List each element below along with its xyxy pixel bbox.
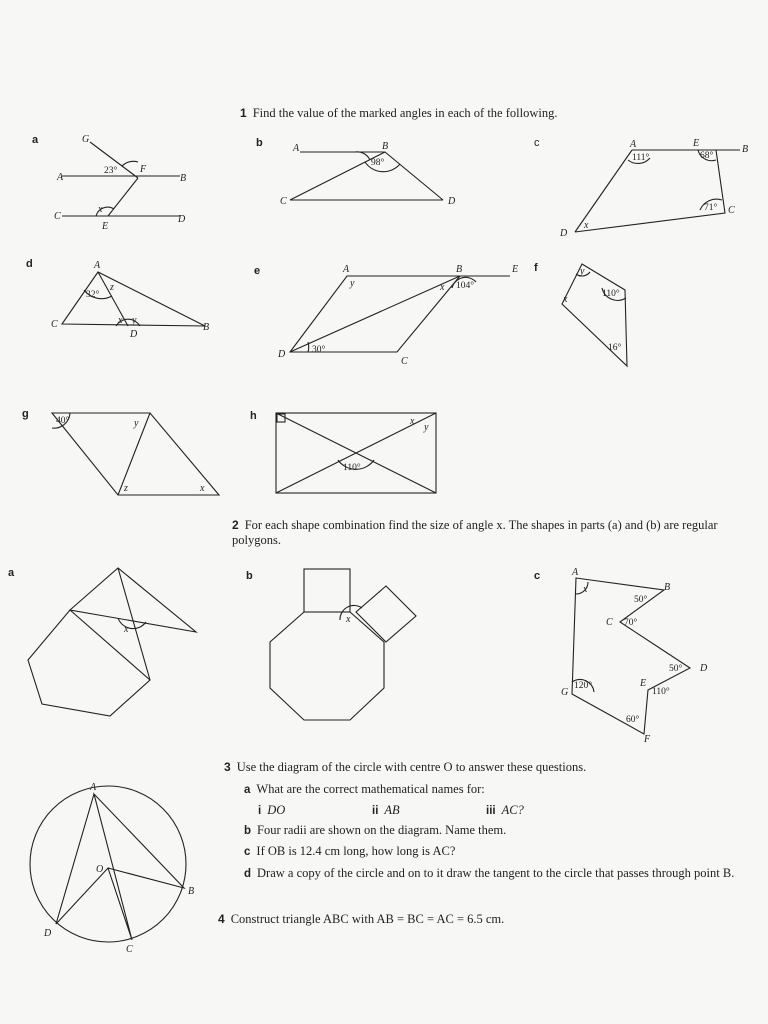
svg-text:F: F [140,164,147,175]
svg-text:G: G [82,134,90,145]
svg-text:y: y [350,278,355,289]
q3-part-a-i: i DO [258,803,286,817]
svg-text:C: C [606,617,613,628]
svg-text:C: C [280,196,287,207]
part-label: a [8,567,15,579]
angle-label: 68° [700,151,714,161]
angle-label: 32° [86,290,100,300]
angle-label: 111° [632,153,650,163]
question-number: 3 [224,760,231,774]
angle-label: 98° [371,158,385,168]
diagram-1g [52,413,219,495]
svg-text:y: y [424,422,429,433]
svg-text:x: x [346,614,351,625]
diagram-1d [51,260,209,340]
q3-part-a-ii: ii AB [372,803,400,817]
part-label: d [26,258,33,270]
diagram-1f [562,264,627,366]
svg-text:D: D [700,663,708,674]
svg-text:D: D [560,228,568,239]
q3-part-d: d Draw a copy of the circle and on to it draw the tangent to the circle that passes through point B. [244,866,735,880]
diagram-2c [561,567,708,745]
svg-text:z: z [110,282,114,293]
angle-label: 104° [456,281,475,291]
angle-label: 40° [56,416,70,426]
svg-text:z: z [124,483,128,494]
diagram-1e [277,264,518,367]
part-label: c [534,137,540,149]
svg-text:D: D [448,196,456,207]
svg-text:C: C [51,319,58,330]
svg-text:x: x [563,294,568,305]
question-text: Use the diagram of the circle with centre O to answer these questions. [236,760,587,774]
svg-text:E: E [693,138,700,149]
part-label: g [22,408,29,420]
question-text: Construct triangle ABC with AB = BC = AC = 6.5 cm. [230,912,505,926]
question-number: 4 [218,912,225,926]
svg-text:C: C [728,205,735,216]
svg-text:x: x [118,315,123,326]
svg-text:D: D [44,928,52,939]
angle-label: 60° [626,715,640,725]
svg-text:B: B [180,173,187,184]
svg-text:y: y [134,418,139,429]
q3-part-c: c If OB is 12.4 cm long, how long is AC? [244,844,456,858]
question-number: 2 [232,518,239,532]
part-label: c [534,570,541,582]
part-label: b [256,137,263,149]
angle-label: 71° [704,203,718,213]
diagram-1c [559,138,748,239]
question-number: 1 [240,106,247,120]
svg-text:x: x [410,416,415,427]
svg-text:A: A [57,172,64,183]
angle-label: 110° [343,463,361,473]
svg-text:x: x [440,282,445,293]
svg-text:y: y [580,266,585,277]
svg-text:x: x [584,220,589,231]
svg-text:A: A [90,782,97,793]
q3-part-a: a What are the correct mathematical names for: [244,782,485,796]
diagram-1b [280,141,456,207]
svg-text:A: A [94,260,101,271]
svg-text:B: B [456,264,463,275]
diagram-1h [276,413,436,493]
angle-label: 23° [104,166,118,176]
svg-text:x: x [98,204,103,215]
svg-text:x: x [200,483,205,494]
part-label: b [246,570,253,582]
diagram-circle [30,782,194,955]
svg-text:A: A [630,139,637,150]
svg-text:O: O [96,864,104,875]
svg-text:B: B [203,322,210,333]
svg-text:C: C [401,356,408,367]
angle-label: 50° [669,664,683,674]
svg-text:E: E [102,221,109,232]
svg-text:A: A [572,567,579,578]
svg-text:B: B [382,141,389,152]
svg-text:A: A [343,264,350,275]
svg-text:B: B [188,886,195,897]
angle-label: 70° [624,618,638,628]
part-label: a [32,134,39,146]
svg-text:D: D [130,329,138,340]
svg-text:B: B [742,144,749,155]
angle-label: 30° [312,345,326,355]
angle-label: 50° [634,595,648,605]
svg-text:D: D [178,214,186,225]
svg-text:x: x [124,624,129,635]
q3-part-a-iii: iii AC? [486,803,524,817]
angle-label: 110° [602,289,620,299]
part-label: h [250,410,257,422]
svg-text:F: F [644,734,651,745]
diagram-1a [54,134,186,232]
svg-text:C: C [54,211,61,222]
svg-text:E: E [512,264,519,275]
angle-label: 16° [608,343,622,353]
part-label: f [534,262,538,274]
svg-text:A: A [293,143,300,154]
part-label: e [254,265,261,277]
svg-text:B: B [664,582,671,593]
svg-text:E: E [640,678,647,689]
q3-part-b: b Four radii are shown on the diagram. Name them. [244,823,507,837]
angle-label: 110° [652,687,670,697]
svg-text:C: C [126,944,133,955]
question-text: Find the value of the marked angles in each of the following. [252,106,558,120]
question-text: For each shape combination find the size of angle x. The shapes in parts (a) and (b) are regular polygons. [232,518,718,547]
svg-text:x: x [583,584,588,595]
svg-text:y: y [132,315,137,326]
svg-text:G: G [561,687,569,698]
svg-text:D: D [278,349,286,360]
diagram-2a [28,568,196,716]
angle-label: 120° [574,681,593,691]
diagram-2b [270,569,416,720]
